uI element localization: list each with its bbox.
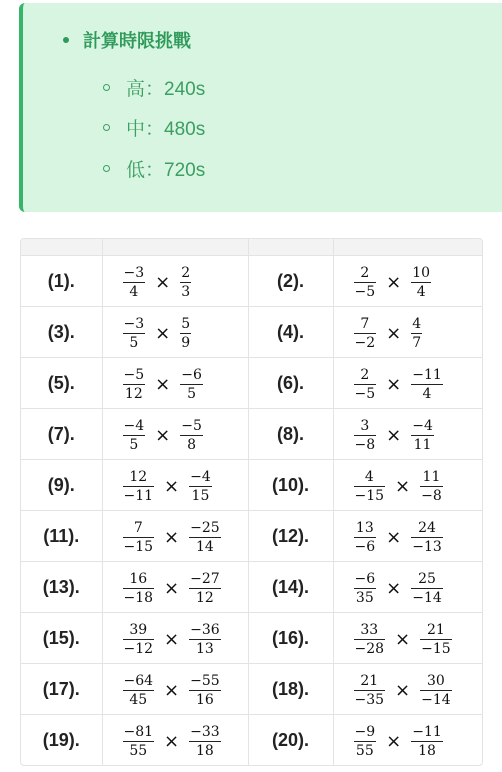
problem-expression [333,715,482,766]
fraction-bar [411,333,422,334]
problem-label: (15). [21,613,102,664]
problem-label: (14). [248,562,333,613]
fraction-denominator: 11 [413,437,432,453]
fraction [121,571,157,606]
problem-label: (7). [21,409,102,460]
problem-label: (20). [248,715,333,766]
fraction-denominator: −35 [354,692,385,708]
fraction-numerator: 13 [355,520,374,536]
fraction-bar [123,639,155,640]
times-operator: × [395,476,411,497]
problem-expression [102,307,248,358]
fraction-denominator: −5 [354,386,376,402]
fraction [187,724,223,759]
fraction-bar [354,486,386,487]
problem-expression [102,409,248,460]
fraction-bar [189,486,212,487]
table-row [21,307,482,358]
fraction-bar [189,588,221,589]
fraction-denominator: −5 [354,284,376,300]
times-operator: × [155,272,171,293]
callout-title-item [63,27,191,53]
problem-label: (5). [21,358,102,409]
fraction-numerator: 7 [360,316,370,332]
fraction-denominator: 3 [181,284,191,300]
problem-label: (17). [21,664,102,715]
fraction-denominator: −12 [123,641,154,657]
table-row [21,664,482,715]
fraction [187,469,214,504]
fraction-bar [354,741,377,742]
fraction-product [352,520,445,555]
fraction-numerator: −3 [123,316,145,332]
fraction-bar [411,282,431,283]
problem-expression [102,256,248,307]
fraction [409,367,445,402]
bullet-ring-icon [103,165,110,172]
fraction-numerator: −9 [354,724,376,740]
problem-expression [102,664,248,715]
fraction-numerator: −11 [412,724,442,740]
fraction-numerator: −11 [412,367,442,383]
fraction-denominator: −14 [412,590,442,606]
fraction-product [121,622,223,657]
fraction [418,622,454,657]
fraction-denominator: −15 [354,488,385,504]
fraction-denominator: 9 [181,335,191,351]
fraction-bar [123,384,146,385]
times-operator: × [395,680,411,701]
times-operator: × [164,476,180,497]
times-operator: × [155,425,171,446]
fraction-numerator: −27 [190,571,220,587]
problem-label: (9). [21,460,102,511]
fraction-numerator: −6 [181,367,202,383]
fraction [352,265,379,300]
times-operator: × [164,680,180,701]
time-limit-high: 高：240s [103,67,205,108]
times-operator: × [395,629,411,650]
fraction [187,673,223,708]
table-row [21,358,482,409]
fraction-numerator: 33 [360,622,379,638]
fraction-product [352,622,454,657]
fraction-numerator: 4 [412,316,422,332]
fraction [352,367,379,402]
fraction-product [352,673,454,708]
fraction-numerator: −4 [412,418,433,434]
fraction-numerator: −33 [190,724,220,740]
fraction-numerator: 2 [360,265,370,281]
problem-expression [333,409,482,460]
fraction [187,520,223,555]
fraction-denominator: 5 [129,335,139,351]
table-header-cell [248,239,333,256]
fraction-denominator: −8 [354,437,376,453]
problem-expression [333,358,482,409]
times-operator: × [386,272,402,293]
table-row [21,715,482,766]
times-operator: × [386,323,402,344]
callout-title: 計算時限挑戰 [83,31,191,51]
fraction-denominator: −28 [354,641,385,657]
fraction-bar [180,435,203,436]
fraction-bar [420,639,452,640]
fraction-denominator: 35 [355,590,374,606]
fraction-denominator: 14 [196,539,214,555]
fraction-bar [411,384,443,385]
fraction [409,724,445,759]
fraction-product [121,367,205,402]
fraction-denominator: −2 [354,335,376,351]
fraction-product [352,571,445,606]
problem-label: (1). [21,256,102,307]
fraction-product [352,469,445,504]
fraction [409,265,433,300]
fraction [187,622,223,657]
problem-label: (18). [248,664,333,715]
bullet-dot-icon [63,37,69,43]
fraction-bar [123,537,155,538]
times-operator: × [164,527,180,548]
fraction [409,571,445,606]
fraction-denominator: 7 [412,335,422,351]
time-limit-medium: 中：480s [103,108,205,149]
fraction-numerator: −64 [123,673,154,689]
problem-expression [102,613,248,664]
fraction-numerator: 39 [129,622,148,638]
fraction-product [352,418,436,453]
problem-expression [333,613,482,664]
fraction-numerator: 7 [133,520,143,536]
problem-expression [333,562,482,613]
fraction-numerator: 30 [427,673,445,689]
fraction-numerator: −3 [123,265,145,281]
fraction-bar [189,537,221,538]
fraction-denominator: 5 [129,437,139,453]
fraction-bar [123,486,155,487]
fraction-numerator: 2 [360,367,370,383]
table-row [21,256,482,307]
fraction-product [121,418,205,453]
table-header-row [21,239,482,256]
fraction [352,418,379,453]
fraction [352,673,388,708]
fraction [352,469,388,504]
fraction-bar [354,639,386,640]
fraction-product [352,316,425,351]
fraction [121,520,157,555]
fraction [178,265,193,300]
fraction-denominator: −6 [354,539,376,555]
fraction-product [121,673,223,708]
times-operator: × [386,374,402,395]
fraction-numerator: −6 [354,571,376,587]
fraction-denominator: −15 [123,539,154,555]
fraction-bar [189,690,221,691]
problems-table-container [20,238,483,766]
times-operator: × [155,374,171,395]
fraction-denominator: 13 [196,641,214,657]
table-header-cell [333,239,482,256]
fraction-numerator: 4 [364,469,374,485]
fraction-numerator: −4 [123,418,145,434]
fraction-numerator: −36 [190,622,220,638]
fraction [121,622,157,657]
fraction-bar [123,333,146,334]
fraction [121,724,157,759]
fraction [178,367,205,402]
times-operator: × [164,578,180,599]
fraction-numerator: −25 [190,520,220,536]
fraction-bar [189,741,221,742]
times-operator: × [386,578,402,599]
problem-expression [333,511,482,562]
fraction-bar [354,537,377,538]
problem-expression [333,307,482,358]
fraction-bar [354,588,377,589]
fraction [187,571,223,606]
times-operator: × [164,629,180,650]
fraction-denominator: 8 [187,437,197,453]
times-operator: × [164,731,180,752]
fraction-numerator: 16 [129,571,148,587]
problem-label: (4). [248,307,333,358]
fraction-bar [354,384,377,385]
fraction [121,469,157,504]
table-row [21,562,482,613]
problem-label: (12). [248,511,333,562]
fraction-denominator: 4 [416,284,426,300]
fraction-denominator: 12 [196,590,214,606]
fraction-numerator: 21 [360,673,379,689]
fraction [352,520,379,555]
fraction-product [352,724,445,759]
fraction-bar [411,435,434,436]
fraction [178,418,205,453]
problem-label: (16). [248,613,333,664]
problem-label: (13). [21,562,102,613]
problem-label: (11). [21,511,102,562]
fraction-denominator: −11 [123,488,154,504]
fraction [121,265,148,300]
problem-label: (19). [21,715,102,766]
fraction-denominator: 15 [191,488,210,504]
fraction-bar [354,282,377,283]
fraction-product [352,265,434,300]
problem-label: (3). [21,307,102,358]
fraction-denominator: −15 [421,641,451,657]
fraction [121,673,157,708]
fraction-bar [411,588,443,589]
table-row [21,511,482,562]
times-operator: × [386,731,402,752]
fraction-numerator: 2 [181,265,191,281]
fraction [352,724,379,759]
fraction [121,316,148,351]
problem-expression [102,511,248,562]
problem-label: (10). [248,460,333,511]
fraction-denominator: 12 [124,386,143,402]
fraction-denominator: −8 [421,488,442,504]
problem-expression [333,664,482,715]
fraction-bar [180,384,203,385]
fraction [409,418,436,453]
fraction-numerator: −5 [181,418,202,434]
fraction-bar [354,333,377,334]
fraction-numerator: 25 [418,571,436,587]
fraction-denominator: 4 [422,386,432,402]
fraction-numerator: 24 [418,520,436,536]
table-header-cell [102,239,248,256]
fraction-bar [123,741,155,742]
fraction-bar [411,741,443,742]
fraction-denominator: 45 [129,692,148,708]
times-operator: × [386,425,402,446]
fraction-numerator: 5 [181,316,191,332]
fraction-numerator: 21 [427,622,445,638]
fraction [418,469,445,504]
fraction [352,316,379,351]
fraction-denominator: −14 [421,692,451,708]
fraction-numerator: 3 [360,418,370,434]
bullet-ring-icon [103,124,110,131]
fraction-bar [354,690,386,691]
fraction-product [121,724,223,759]
fraction-denominator: 18 [418,743,436,759]
fraction-denominator: 55 [129,743,148,759]
bullet-ring-icon [103,84,110,91]
fraction [409,316,424,351]
fraction-denominator: −13 [412,539,442,555]
problems-table [21,239,482,765]
fraction-numerator: −55 [190,673,220,689]
fraction [352,571,379,606]
fraction-denominator: 18 [196,743,214,759]
fraction [409,520,445,555]
fraction-denominator: 5 [187,386,197,402]
fraction-numerator: 11 [422,469,441,485]
fraction-bar [123,690,155,691]
times-operator: × [155,323,171,344]
table-row [21,409,482,460]
fraction-numerator: 12 [129,469,148,485]
fraction-product [121,469,214,504]
fraction-denominator: −18 [123,590,154,606]
fraction-numerator: −4 [190,469,211,485]
fraction-bar [189,639,221,640]
problem-expression [333,256,482,307]
fraction-bar [411,537,443,538]
fraction-product [121,316,194,351]
problem-expression [102,562,248,613]
fraction-numerator: −81 [123,724,154,740]
fraction [121,418,148,453]
problem-expression [102,460,248,511]
fraction-denominator: 16 [196,692,214,708]
fraction [121,367,148,402]
fraction-product [352,367,445,402]
problem-expression [333,460,482,511]
problem-label: (8). [248,409,333,460]
fraction-bar [180,282,191,283]
fraction [418,673,454,708]
table-row [21,613,482,664]
time-limit-low: 低：720s [103,148,205,189]
fraction-bar [123,588,155,589]
time-challenge-callout [19,3,502,212]
fraction [352,622,388,657]
problem-label: (2). [248,256,333,307]
fraction-denominator: 4 [129,284,139,300]
times-operator: × [386,527,402,548]
problem-label: (6). [248,358,333,409]
fraction-product [121,571,223,606]
fraction-bar [354,435,377,436]
table-header-cell [21,239,102,256]
problem-expression [102,358,248,409]
table-row [21,460,482,511]
fraction-bar [123,435,146,436]
fraction-bar [420,486,443,487]
fraction-numerator: 10 [412,265,431,281]
fraction-bar [180,333,191,334]
fraction-product [121,520,223,555]
fraction-numerator: −5 [123,367,145,383]
fraction-bar [420,690,452,691]
fraction-product [121,265,194,300]
fraction-denominator: 55 [355,743,374,759]
fraction-bar [123,282,146,283]
time-limit-list [103,67,205,189]
fraction [178,316,193,351]
problem-expression [102,715,248,766]
